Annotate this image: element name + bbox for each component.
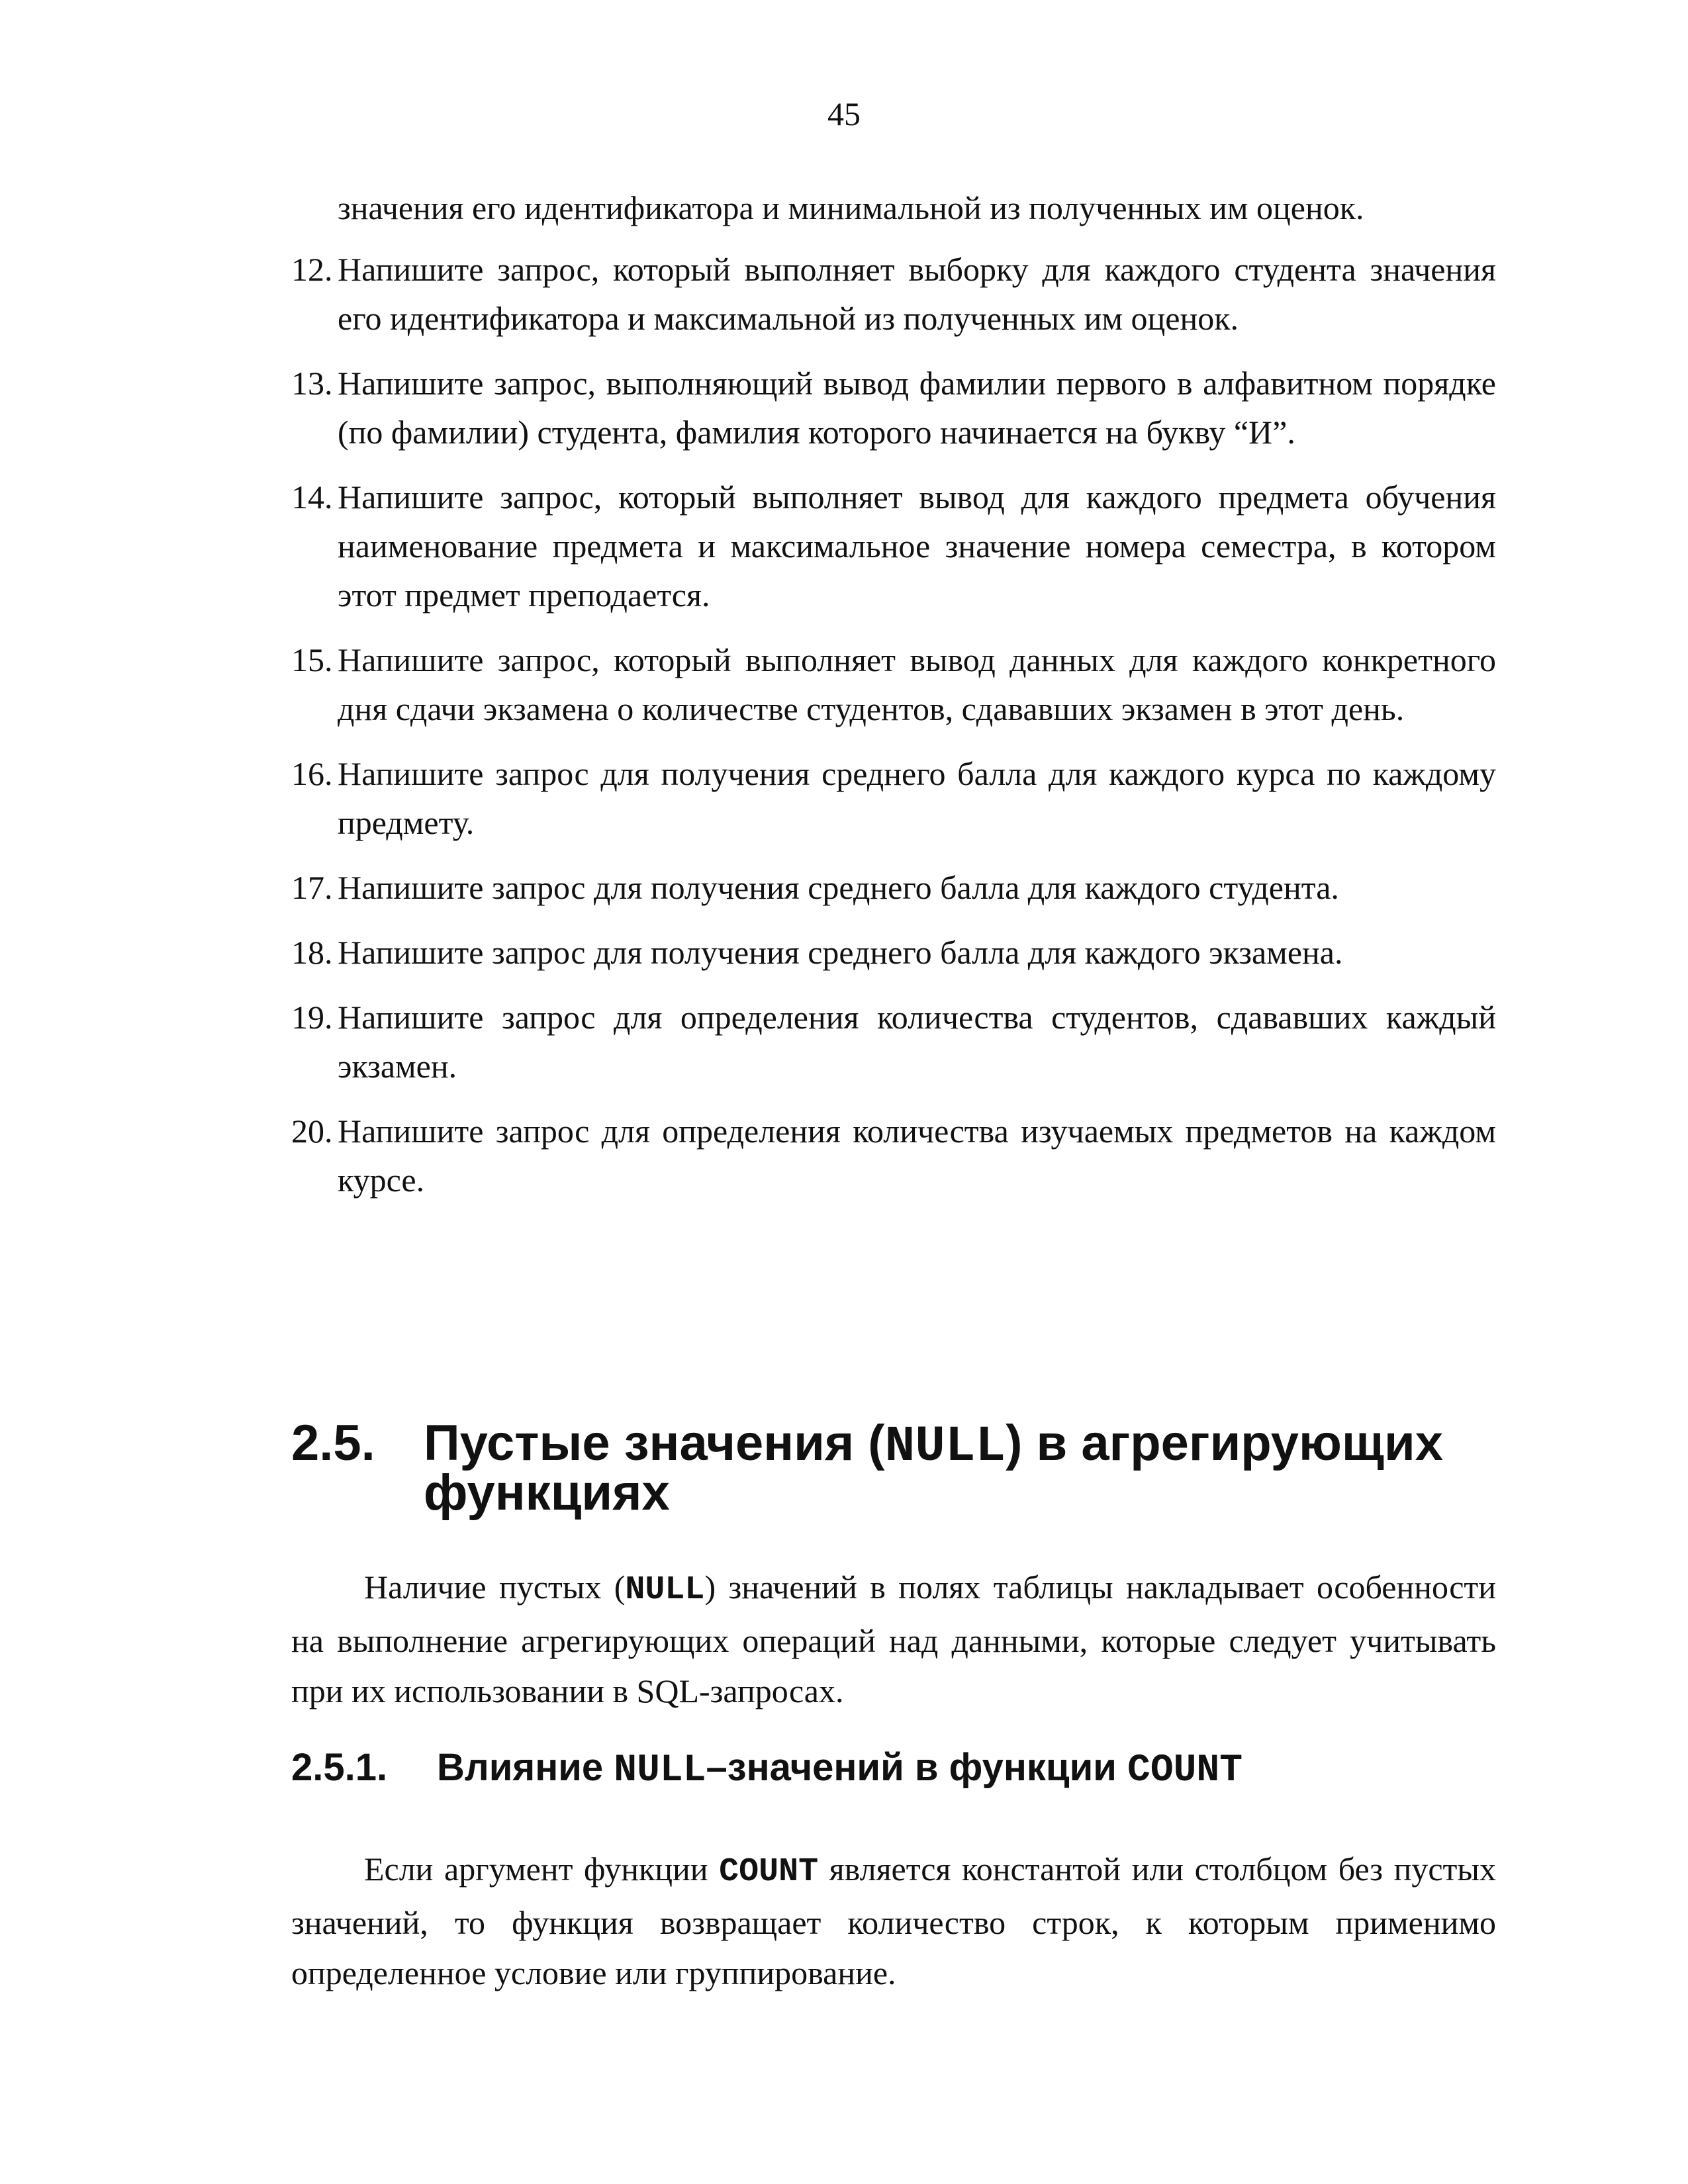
task-number: 17. [291,869,333,906]
task-number: 12. [291,251,333,288]
subsection-title-part: –значений в функции [706,1746,1128,1789]
list-item [291,993,1496,1091]
subsection-title-part: Влияние [437,1746,614,1789]
list-item [291,863,1496,912]
paragraph-text: Если аргумент функции [364,1850,720,1888]
task-number: 16. [291,755,333,792]
list-item [291,928,1496,977]
subsection-number: 2.5.1. [291,1746,388,1789]
section-title-part: Пустые значения ( [424,1415,885,1471]
page-number: 45 [827,95,861,132]
section-title [424,1415,1496,1521]
task-text: Напишите запрос для определения количества студентов, сдававших каждый экзамен. [338,999,1496,1085]
task-number: 13. [291,365,333,402]
section-title-part: ) в агрегирующих функциях [424,1415,1444,1521]
task-text: Напишите запрос, который выполняет вывод для каждого предмета обучения наименование предмета и максимальное значение номера семестра, в котором этот предмет преподается. [338,478,1496,614]
section-title-code: NULL [884,1418,1006,1475]
task-text: Напишите запрос для получения среднего балла для каждого экзамена. [338,934,1343,971]
subsection-title-code: COUNT [1127,1749,1243,1792]
task-number: 15. [291,641,333,678]
list-item [291,749,1496,847]
list-item [291,359,1496,457]
list-item [291,473,1496,619]
task-number: 18. [291,934,333,971]
task-text: Напишите запрос для получения среднего балла для каждого курса по каждому предмету. [338,755,1496,841]
task-text: Напишите запрос для получения среднего балла для каждого студента. [338,869,1339,906]
paragraph-text: является константой или столбцом без пустых значений, то функция возвращает количество строк, к которым применимо определенное условие или группирование. [291,1850,1497,1991]
list-item [291,245,1496,343]
task-text: Напишите запрос, выполняющий вывод фамилии первого в алфавитном порядке (по фамилии) студента, фамилия которого начинается на букву “И”. [338,365,1496,451]
list-item [291,635,1496,733]
subsection-title-code: NULL [614,1749,706,1792]
task-number: 20. [291,1113,333,1150]
task-text: Напишите запрос для определения количества изучаемых предметов на каждом курсе. [338,1113,1496,1199]
task-text: Напишите запрос, который выполняет выборку для каждого студента значения его идентификатора и максимальной из полученных им оценок. [338,251,1496,337]
inline-code-null: NULL [625,1571,705,1609]
continuation-line: значения его идентификатора и минимальной из полученных им оценок. [338,189,1364,226]
paragraph-count [291,1844,1496,1998]
task-list [291,245,1496,1220]
inline-code-count: COUNT [719,1853,819,1891]
list-item [291,1107,1496,1205]
paragraph-text: ) значений в полях таблицы накладывает особенности на выполнение агрегирующих операций над данными, которые следует учитывать при их использовании в SQL-запросах. [291,1569,1497,1709]
task-text: Напишите запрос, который выполняет вывод данных для каждого конкретного дня сдачи экзамена о количестве студентов, сдававших экзамен в этот день. [338,641,1496,727]
task-number: 19. [291,999,333,1036]
section-number: 2.5. [291,1415,375,1471]
section-heading [291,1415,1496,1521]
subsection-heading [291,1745,1496,1794]
paragraph-text: Наличие пустых ( [364,1569,626,1606]
task-number: 14. [291,478,333,516]
paragraph-null-intro [291,1562,1496,1716]
